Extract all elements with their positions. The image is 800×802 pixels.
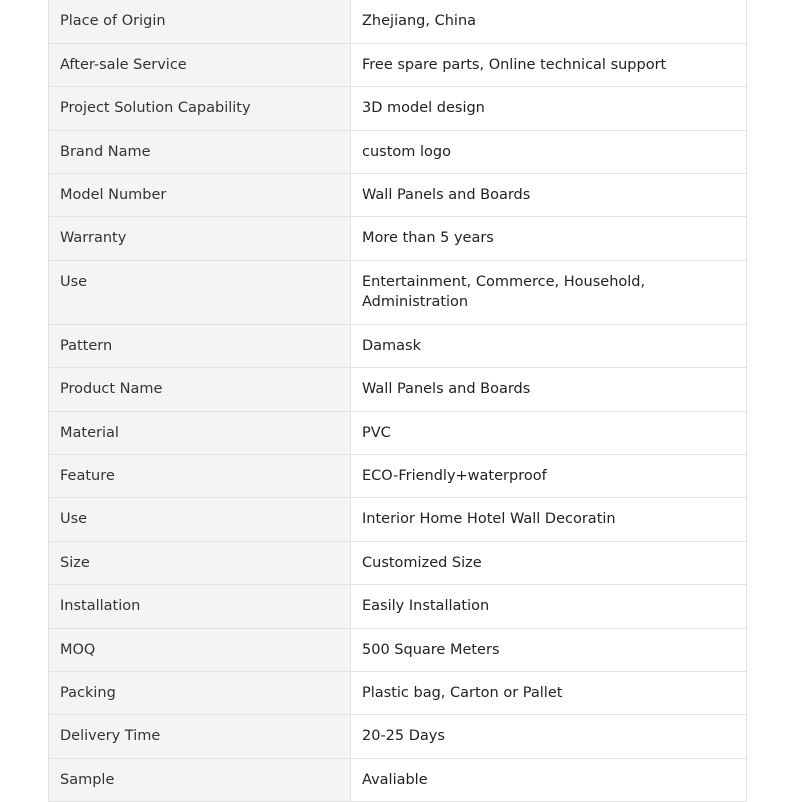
spec-row-product-name: [49, 368, 747, 411]
spec-row-feature: [49, 455, 747, 498]
spec-value: 20-25 Days: [351, 715, 747, 758]
spec-value: Free spare parts, Online technical support: [351, 43, 747, 86]
spec-row-use-2: [49, 498, 747, 541]
specs-table-body: [49, 0, 747, 802]
spec-value: 3D model design: [351, 87, 747, 130]
spec-value: Entertainment, Commerce, Household, Administration: [351, 260, 747, 324]
spec-value: Wall Panels and Boards: [351, 368, 747, 411]
spec-label: Sample: [49, 758, 351, 801]
spec-label: Warranty: [49, 217, 351, 260]
spec-row-place-of-origin: [49, 0, 747, 43]
spec-row-brand-name: [49, 130, 747, 173]
spec-value: Damask: [351, 324, 747, 367]
spec-label: Model Number: [49, 174, 351, 217]
spec-label: Use: [49, 498, 351, 541]
spec-row-model-number: [49, 174, 747, 217]
spec-value: Wall Panels and Boards: [351, 174, 747, 217]
spec-row-pattern: [49, 324, 747, 367]
spec-label: Place of Origin: [49, 0, 351, 43]
spec-label: Use: [49, 260, 351, 324]
spec-row-size: [49, 541, 747, 584]
spec-label: MOQ: [49, 628, 351, 671]
spec-label: Material: [49, 411, 351, 454]
spec-value: Customized Size: [351, 541, 747, 584]
spec-label: Brand Name: [49, 130, 351, 173]
spec-value: PVC: [351, 411, 747, 454]
spec-value: Easily Installation: [351, 585, 747, 628]
spec-label: Product Name: [49, 368, 351, 411]
spec-label: Installation: [49, 585, 351, 628]
spec-value: Zhejiang, China: [351, 0, 747, 43]
spec-value: custom logo: [351, 130, 747, 173]
spec-label: Packing: [49, 671, 351, 714]
spec-row-moq: [49, 628, 747, 671]
product-specs-table: [48, 0, 747, 802]
spec-label: Delivery Time: [49, 715, 351, 758]
spec-row-packing: [49, 671, 747, 714]
spec-value: Interior Home Hotel Wall Decoratin: [351, 498, 747, 541]
spec-row-use: [49, 260, 747, 324]
spec-row-material: [49, 411, 747, 454]
spec-row-after-sale-service: [49, 43, 747, 86]
spec-label: Project Solution Capability: [49, 87, 351, 130]
spec-value: 500 Square Meters: [351, 628, 747, 671]
spec-value: ECO-Friendly+waterproof: [351, 455, 747, 498]
spec-label: Pattern: [49, 324, 351, 367]
spec-row-warranty: [49, 217, 747, 260]
spec-label: Size: [49, 541, 351, 584]
spec-value: Avaliable: [351, 758, 747, 801]
spec-value: More than 5 years: [351, 217, 747, 260]
spec-row-installation: [49, 585, 747, 628]
spec-row-project-solution-capability: [49, 87, 747, 130]
spec-label: After-sale Service: [49, 43, 351, 86]
spec-row-delivery-time: [49, 715, 747, 758]
spec-value: Plastic bag, Carton or Pallet: [351, 671, 747, 714]
spec-label: Feature: [49, 455, 351, 498]
spec-row-sample: [49, 758, 747, 801]
